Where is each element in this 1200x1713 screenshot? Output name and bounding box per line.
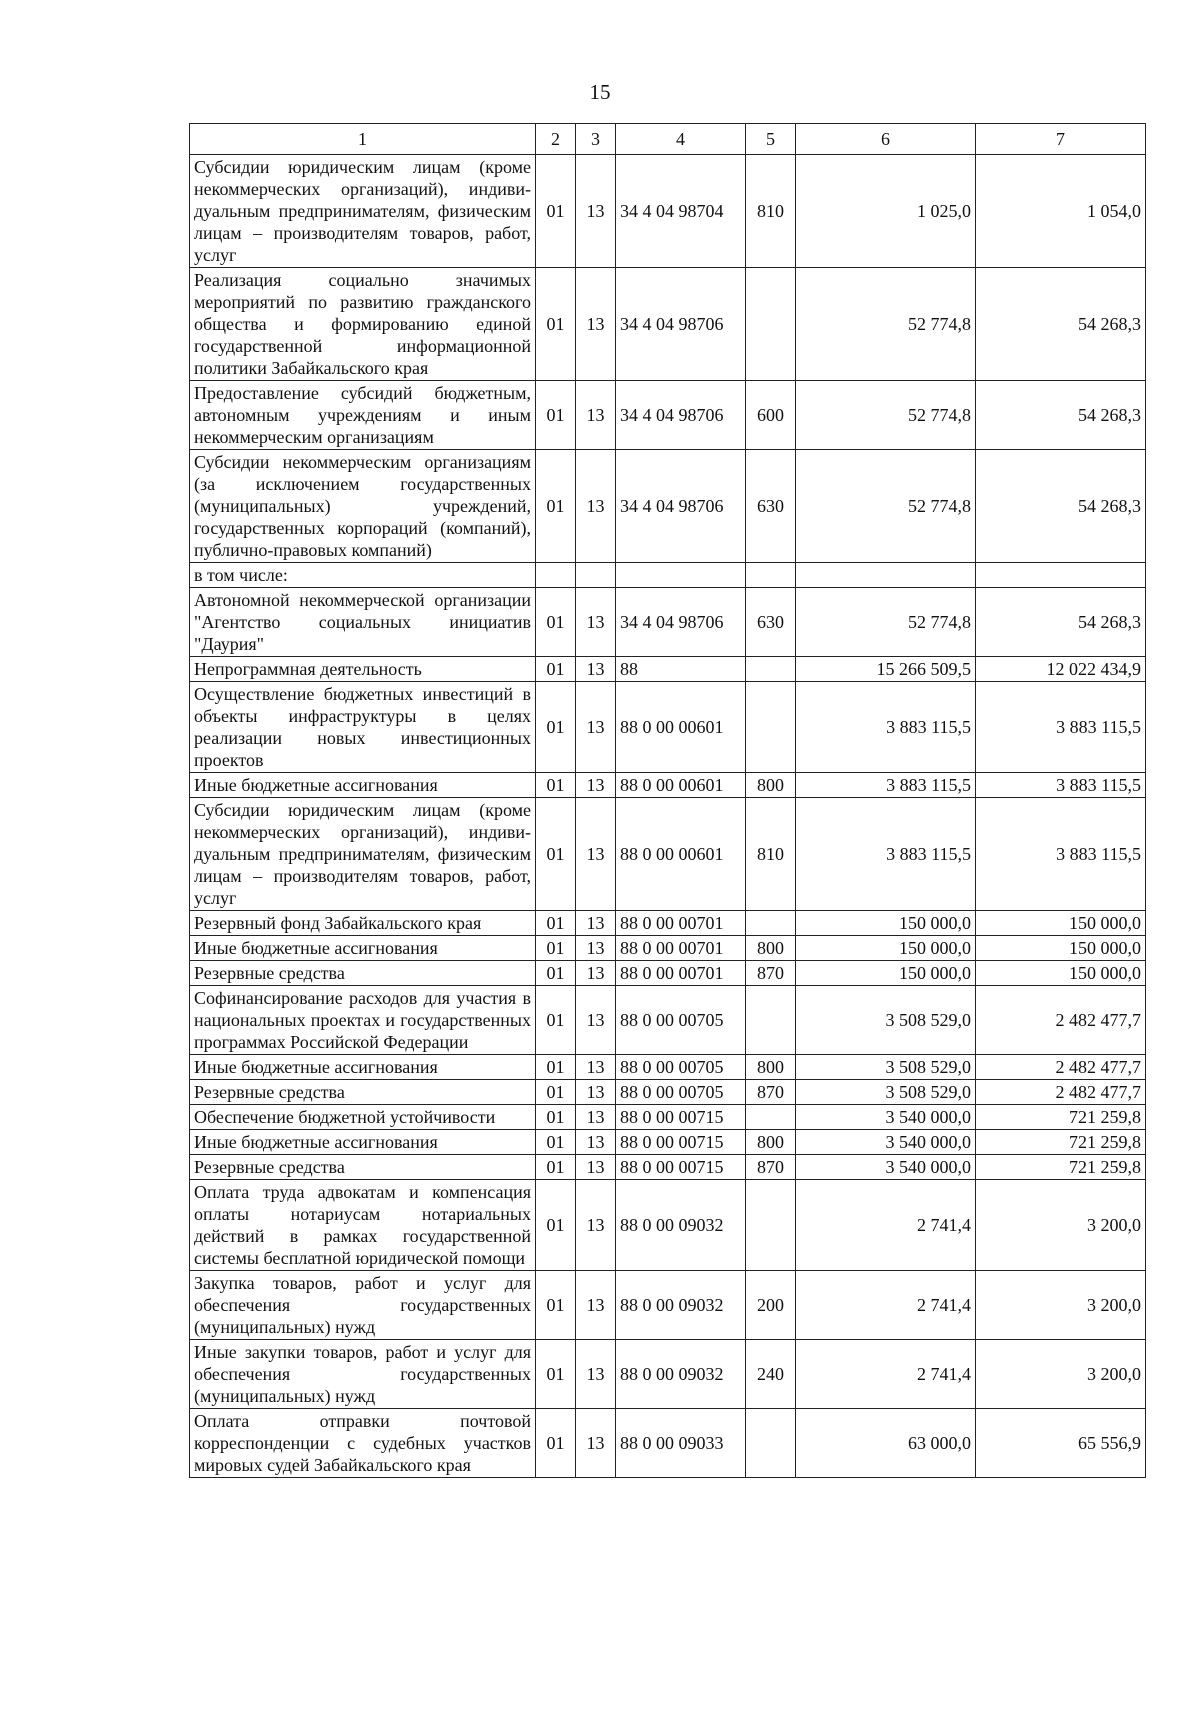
section-code-cell: 01 <box>536 682 576 773</box>
amount-col7-cell: 150 000,0 <box>976 911 1146 936</box>
row-name-cell: Иные бюджетные ассигнования <box>190 1055 536 1080</box>
subsection-code-cell: 13 <box>576 1271 616 1340</box>
subsection-code-cell <box>576 563 616 588</box>
section-code-cell: 01 <box>536 1271 576 1340</box>
amount-col6-cell: 52 774,8 <box>796 381 976 450</box>
subsection-code-cell: 13 <box>576 1055 616 1080</box>
expense-type-cell: 870 <box>746 1080 796 1105</box>
amount-col7-cell: 2 482 477,7 <box>976 1080 1146 1105</box>
table-row <box>190 961 1146 986</box>
target-article-cell: 34 4 04 98706 <box>616 450 746 563</box>
expense-type-cell: 810 <box>746 155 796 268</box>
target-article-cell: 88 0 00 00601 <box>616 682 746 773</box>
expense-type-cell: 630 <box>746 588 796 657</box>
target-article-cell: 88 0 00 00715 <box>616 1155 746 1180</box>
table-row <box>190 936 1146 961</box>
target-article-cell: 88 0 00 00715 <box>616 1130 746 1155</box>
expense-type-cell: 800 <box>746 1055 796 1080</box>
target-article-cell: 88 0 00 00601 <box>616 798 746 911</box>
subsection-code-cell: 13 <box>576 1409 616 1478</box>
amount-col6-cell: 3 508 529,0 <box>796 1055 976 1080</box>
target-article-cell: 88 0 00 00705 <box>616 986 746 1055</box>
table-row <box>190 1340 1146 1409</box>
table-row <box>190 1409 1146 1478</box>
row-name-cell: Оплата отправки почтовой корреспонденции с судебных участков мировых судей Забайкальского края <box>190 1409 536 1478</box>
budget-table <box>189 123 1146 1478</box>
target-article-cell: 88 0 00 00715 <box>616 1105 746 1130</box>
amount-col7-cell: 2 482 477,7 <box>976 986 1146 1055</box>
page-number: 15 <box>589 80 611 104</box>
column-header: 6 <box>796 124 976 155</box>
subsection-code-cell: 13 <box>576 155 616 268</box>
subsection-code-cell: 13 <box>576 657 616 682</box>
amount-col6-cell <box>796 563 976 588</box>
target-article-cell: 88 0 00 00705 <box>616 1080 746 1105</box>
target-article-cell: 34 4 04 98706 <box>616 268 746 381</box>
amount-col7-cell: 54 268,3 <box>976 450 1146 563</box>
section-code-cell: 01 <box>536 911 576 936</box>
table-row <box>190 986 1146 1055</box>
column-header: 2 <box>536 124 576 155</box>
amount-col7-cell: 3 200,0 <box>976 1340 1146 1409</box>
row-name-cell: Непрограммная деятельность <box>190 657 536 682</box>
target-article-cell: 88 0 00 00601 <box>616 773 746 798</box>
amount-col6-cell: 3 883 115,5 <box>796 798 976 911</box>
target-article-cell: 88 0 00 09032 <box>616 1271 746 1340</box>
table-row <box>190 1130 1146 1155</box>
subsection-code-cell: 13 <box>576 773 616 798</box>
expense-type-cell <box>746 986 796 1055</box>
amount-col6-cell: 15 266 509,5 <box>796 657 976 682</box>
amount-col7-cell: 2 482 477,7 <box>976 1055 1146 1080</box>
amount-col7-cell: 3 883 115,5 <box>976 773 1146 798</box>
subsection-code-cell: 13 <box>576 1130 616 1155</box>
row-name-cell: Предоставление субсидий бюджетным, автономным учреждениям и иным некоммерческим организациям <box>190 381 536 450</box>
expense-type-cell <box>746 268 796 381</box>
row-name-cell: в том числе: <box>190 563 536 588</box>
section-code-cell: 01 <box>536 1055 576 1080</box>
amount-col7-cell <box>976 563 1146 588</box>
section-code-cell: 01 <box>536 1180 576 1271</box>
expense-type-cell: 240 <box>746 1340 796 1409</box>
table-row <box>190 450 1146 563</box>
amount-col7-cell: 150 000,0 <box>976 936 1146 961</box>
subsection-code-cell: 13 <box>576 986 616 1055</box>
table-row <box>190 563 1146 588</box>
amount-col6-cell: 2 741,4 <box>796 1180 976 1271</box>
section-code-cell: 01 <box>536 657 576 682</box>
expense-type-cell: 870 <box>746 961 796 986</box>
subsection-code-cell: 13 <box>576 911 616 936</box>
row-name-cell: Закупка товаров, работ и услуг для обеспечения государственных (муниципальных) нужд <box>190 1271 536 1340</box>
expense-type-cell: 800 <box>746 773 796 798</box>
subsection-code-cell: 13 <box>576 1180 616 1271</box>
expense-type-cell <box>746 1409 796 1478</box>
table-header-row <box>190 124 1146 155</box>
amount-col7-cell: 150 000,0 <box>976 961 1146 986</box>
section-code-cell: 01 <box>536 588 576 657</box>
target-article-cell: 88 0 00 09032 <box>616 1180 746 1271</box>
section-code-cell: 01 <box>536 381 576 450</box>
section-code-cell: 01 <box>536 1105 576 1130</box>
subsection-code-cell: 13 <box>576 1155 616 1180</box>
table-row <box>190 911 1146 936</box>
amount-col6-cell: 63 000,0 <box>796 1409 976 1478</box>
amount-col7-cell: 721 259,8 <box>976 1130 1146 1155</box>
table-row <box>190 1080 1146 1105</box>
amount-col6-cell: 3 540 000,0 <box>796 1105 976 1130</box>
table-row <box>190 1105 1146 1130</box>
section-code-cell: 01 <box>536 155 576 268</box>
amount-col6-cell: 1 025,0 <box>796 155 976 268</box>
table-row <box>190 682 1146 773</box>
expense-type-cell <box>746 657 796 682</box>
amount-col6-cell: 150 000,0 <box>796 936 976 961</box>
amount-col7-cell: 3 200,0 <box>976 1271 1146 1340</box>
row-name-cell: Иные бюджетные ассигнования <box>190 1130 536 1155</box>
amount-col6-cell: 3 540 000,0 <box>796 1130 976 1155</box>
table-row <box>190 381 1146 450</box>
table-row <box>190 657 1146 682</box>
expense-type-cell: 800 <box>746 1130 796 1155</box>
target-article-cell: 88 0 00 09032 <box>616 1340 746 1409</box>
section-code-cell <box>536 563 576 588</box>
row-name-cell: Субсидии юридическим лицам (кроме некоммерческих организаций), индиви-дуальным предпринимателям, физическим лицам – производителям товаров, работ, услуг <box>190 155 536 268</box>
section-code-cell: 01 <box>536 1155 576 1180</box>
row-name-cell: Резервные средства <box>190 961 536 986</box>
expense-type-cell: 630 <box>746 450 796 563</box>
subsection-code-cell: 13 <box>576 798 616 911</box>
amount-col6-cell: 3 883 115,5 <box>796 773 976 798</box>
target-article-cell: 88 <box>616 657 746 682</box>
row-name-cell: Субсидии юридическим лицам (кроме некоммерческих организаций), индиви-дуальным предпринимателям, физическим лицам – производителям товаров, работ, услуг <box>190 798 536 911</box>
amount-col7-cell: 12 022 434,9 <box>976 657 1146 682</box>
amount-col6-cell: 3 508 529,0 <box>796 1080 976 1105</box>
amount-col6-cell: 150 000,0 <box>796 961 976 986</box>
column-header: 4 <box>616 124 746 155</box>
row-name-cell: Осуществление бюджетных инвестиций в объекты инфраструктуры в целях реализации новых инвестиционных проектов <box>190 682 536 773</box>
amount-col7-cell: 65 556,9 <box>976 1409 1146 1478</box>
amount-col7-cell: 3 883 115,5 <box>976 682 1146 773</box>
amount-col7-cell: 54 268,3 <box>976 588 1146 657</box>
subsection-code-cell: 13 <box>576 268 616 381</box>
table-row <box>190 798 1146 911</box>
table-row <box>190 1155 1146 1180</box>
row-name-cell: Резервные средства <box>190 1155 536 1180</box>
row-name-cell: Резервные средства <box>190 1080 536 1105</box>
section-code-cell: 01 <box>536 450 576 563</box>
section-code-cell: 01 <box>536 1340 576 1409</box>
section-code-cell: 01 <box>536 986 576 1055</box>
amount-col6-cell: 52 774,8 <box>796 450 976 563</box>
row-name-cell: Субсидии некоммерческим организациям (за исключением государственных (муниципальных) учреждений, государственных корпораций (компаний), публично-правовых компаний) <box>190 450 536 563</box>
target-article-cell: 88 0 00 00701 <box>616 911 746 936</box>
row-name-cell: Софинансирование расходов для участия в национальных проектах и государственных программах Российской Федерации <box>190 986 536 1055</box>
section-code-cell: 01 <box>536 268 576 381</box>
amount-col7-cell: 3 200,0 <box>976 1180 1146 1271</box>
amount-col7-cell: 54 268,3 <box>976 381 1146 450</box>
target-article-cell: 34 4 04 98706 <box>616 588 746 657</box>
subsection-code-cell: 13 <box>576 936 616 961</box>
table-row <box>190 1271 1146 1340</box>
expense-type-cell: 200 <box>746 1271 796 1340</box>
amount-col6-cell: 2 741,4 <box>796 1271 976 1340</box>
expense-type-cell <box>746 911 796 936</box>
subsection-code-cell: 13 <box>576 381 616 450</box>
amount-col7-cell: 3 883 115,5 <box>976 798 1146 911</box>
row-name-cell: Иные бюджетные ассигнования <box>190 936 536 961</box>
amount-col7-cell: 1 054,0 <box>976 155 1146 268</box>
amount-col7-cell: 721 259,8 <box>976 1105 1146 1130</box>
row-name-cell: Обеспечение бюджетной устойчивости <box>190 1105 536 1130</box>
expense-type-cell <box>746 1180 796 1271</box>
target-article-cell: 34 4 04 98706 <box>616 381 746 450</box>
table-row <box>190 588 1146 657</box>
table-row <box>190 1055 1146 1080</box>
amount-col6-cell: 150 000,0 <box>796 911 976 936</box>
target-article-cell: 88 0 00 00705 <box>616 1055 746 1080</box>
section-code-cell: 01 <box>536 1080 576 1105</box>
amount-col6-cell: 52 774,8 <box>796 588 976 657</box>
column-header: 5 <box>746 124 796 155</box>
expense-type-cell <box>746 563 796 588</box>
row-name-cell: Иные бюджетные ассигнования <box>190 773 536 798</box>
section-code-cell: 01 <box>536 1409 576 1478</box>
subsection-code-cell: 13 <box>576 1340 616 1409</box>
subsection-code-cell: 13 <box>576 1105 616 1130</box>
expense-type-cell <box>746 1105 796 1130</box>
amount-col6-cell: 3 508 529,0 <box>796 986 976 1055</box>
table-row <box>190 1180 1146 1271</box>
column-header: 7 <box>976 124 1146 155</box>
table-row <box>190 773 1146 798</box>
table-row <box>190 155 1146 268</box>
table-row <box>190 268 1146 381</box>
row-name-cell: Оплата труда адвокатам и компенсация оплаты нотариусам нотариальных действий в рамках государственной системы бесплатной юридической помощи <box>190 1180 536 1271</box>
row-name-cell: Автономной некоммерческой организации "Агентство социальных инициатив "Даурия" <box>190 588 536 657</box>
target-article-cell: 88 0 00 00701 <box>616 936 746 961</box>
section-code-cell: 01 <box>536 798 576 911</box>
column-header: 3 <box>576 124 616 155</box>
expense-type-cell <box>746 682 796 773</box>
row-name-cell: Реализация социально значимых мероприятий по развитию гражданского общества и формированию единой государственной информационной политики Забайкальского края <box>190 268 536 381</box>
subsection-code-cell: 13 <box>576 961 616 986</box>
subsection-code-cell: 13 <box>576 682 616 773</box>
expense-type-cell: 810 <box>746 798 796 911</box>
expense-type-cell: 800 <box>746 936 796 961</box>
subsection-code-cell: 13 <box>576 1080 616 1105</box>
amount-col6-cell: 52 774,8 <box>796 268 976 381</box>
amount-col6-cell: 3 883 115,5 <box>796 682 976 773</box>
subsection-code-cell: 13 <box>576 450 616 563</box>
expense-type-cell: 600 <box>746 381 796 450</box>
section-code-cell: 01 <box>536 936 576 961</box>
section-code-cell: 01 <box>536 1130 576 1155</box>
target-article-cell: 34 4 04 98704 <box>616 155 746 268</box>
expense-type-cell: 870 <box>746 1155 796 1180</box>
amount-col6-cell: 3 540 000,0 <box>796 1155 976 1180</box>
row-name-cell: Резервный фонд Забайкальского края <box>190 911 536 936</box>
amount-col7-cell: 721 259,8 <box>976 1155 1146 1180</box>
row-name-cell: Иные закупки товаров, работ и услуг для обеспечения государственных (муниципальных) нужд <box>190 1340 536 1409</box>
target-article-cell: 88 0 00 00701 <box>616 961 746 986</box>
subsection-code-cell: 13 <box>576 588 616 657</box>
amount-col6-cell: 2 741,4 <box>796 1340 976 1409</box>
column-header: 1 <box>190 124 536 155</box>
amount-col7-cell: 54 268,3 <box>976 268 1146 381</box>
section-code-cell: 01 <box>536 961 576 986</box>
section-code-cell: 01 <box>536 773 576 798</box>
target-article-cell <box>616 563 746 588</box>
target-article-cell: 88 0 00 09033 <box>616 1409 746 1478</box>
